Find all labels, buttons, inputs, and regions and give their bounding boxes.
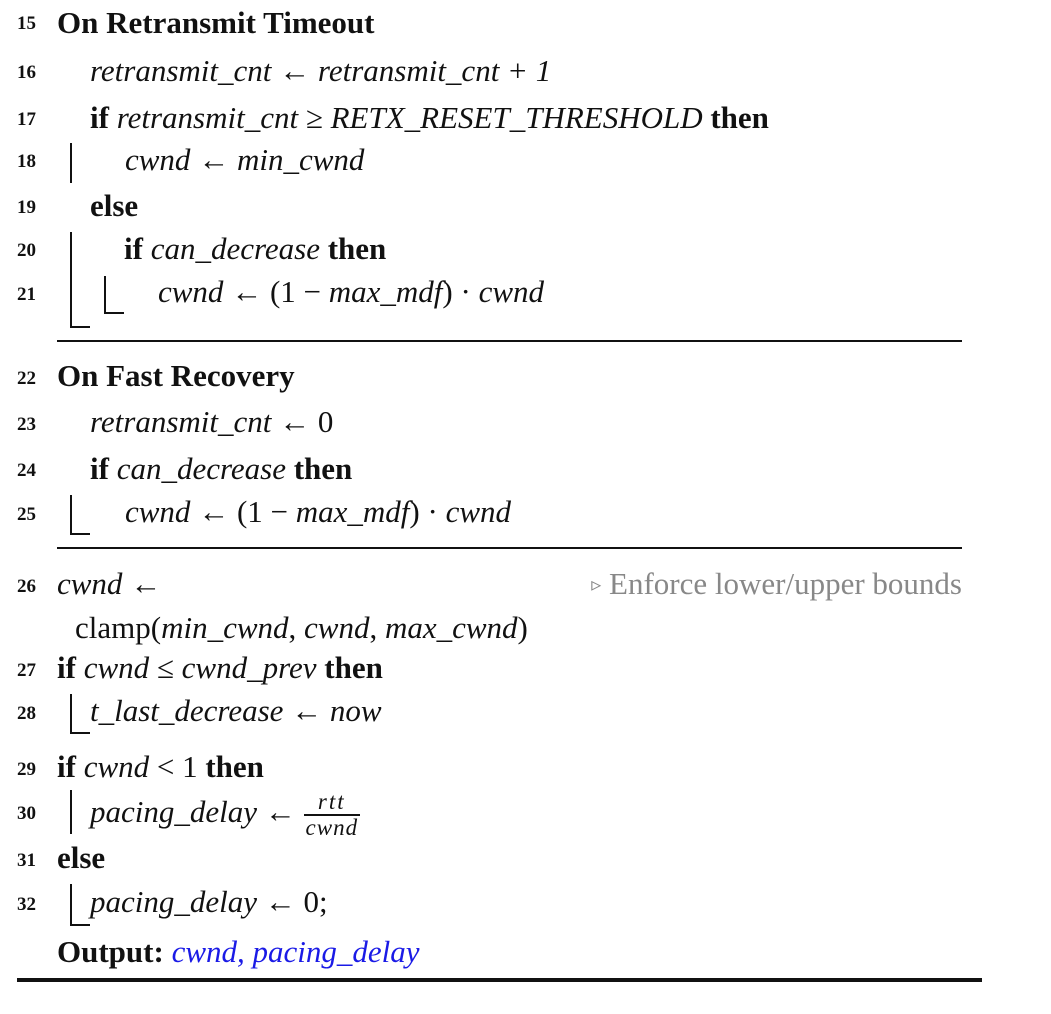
fraction: $\frac{\text{rtt}}{\text{cwnd}}$ (305, 789, 359, 840)
line-number: 24 (17, 460, 36, 481)
code-line-16: retransmit_cnt ← retransmit_cnt + 1 (90, 53, 552, 88)
section-heading-retransmit-timeout: On Retransmit Timeout (57, 5, 375, 40)
block-bar (104, 276, 106, 314)
code-line-20: if can_decrease then (124, 231, 387, 266)
code-line-26-cont: clamp(min_cwnd, cwnd, max_cwnd) (75, 610, 528, 645)
code-line-31: else (57, 840, 106, 875)
line-number: 21 (17, 284, 36, 305)
section-heading-fast-recovery: On Fast Recovery (57, 358, 295, 393)
comment: ▹ Enforce lower/upper bounds (591, 566, 962, 601)
section-divider (57, 547, 962, 549)
bottom-rule (17, 978, 982, 982)
block-end (70, 326, 90, 328)
algorithm-output: Output: cwnd, pacing_delay (57, 934, 420, 969)
line-number: 28 (17, 703, 36, 724)
line-number: 15 (17, 13, 36, 34)
line-number: 30 (17, 803, 36, 824)
code-line-18: cwnd ← min_cwnd (125, 142, 365, 177)
code-line-24: if can_decrease then (90, 451, 353, 486)
block-bar (70, 232, 72, 328)
line-number: 17 (17, 109, 36, 130)
block-bar (70, 790, 72, 834)
line-number: 22 (17, 368, 36, 389)
code-line-25: cwnd ← (1 − max_mdf) · cwnd (125, 494, 511, 529)
block-bar (70, 143, 72, 183)
block-bar (70, 884, 72, 926)
code-line-23: retransmit_cnt ← 0 (90, 404, 334, 439)
code-line-27: if cwnd ≤ cwnd_prev then (57, 650, 383, 685)
code-line-17: if retransmit_cnt ≥ RETX_RESET_THRESHOLD then (90, 100, 769, 135)
code-line-28: t_last_decrease ← now (90, 693, 382, 728)
code-line-29: if cwnd < 1 then (57, 749, 264, 784)
line-number: 27 (17, 660, 36, 681)
block-end (70, 924, 90, 926)
line-number: 31 (17, 850, 36, 871)
line-number: 32 (17, 894, 36, 915)
block-end (70, 533, 90, 535)
code-line-19: else (90, 188, 139, 223)
section-divider (57, 340, 962, 342)
block-bar (70, 694, 72, 734)
code-line-30: pacing_delay ← $\frac{\text{rtt}}{\text{cwnd}}$ (90, 789, 359, 840)
line-number: 19 (17, 197, 36, 218)
line-number: 20 (17, 240, 36, 261)
block-bar (70, 495, 72, 535)
line-number: 18 (17, 151, 36, 172)
line-number: 16 (17, 62, 36, 83)
line-number: 23 (17, 414, 36, 435)
line-number: 25 (17, 504, 36, 525)
code-line-26: cwnd ← (57, 566, 162, 601)
block-end (70, 732, 90, 734)
line-number: 26 (17, 576, 36, 597)
line-number: 29 (17, 759, 36, 780)
code-line-32: pacing_delay ← 0; (90, 884, 328, 919)
code-line-21: cwnd ← (1 − max_mdf) · cwnd (158, 274, 544, 309)
block-end (104, 312, 124, 314)
